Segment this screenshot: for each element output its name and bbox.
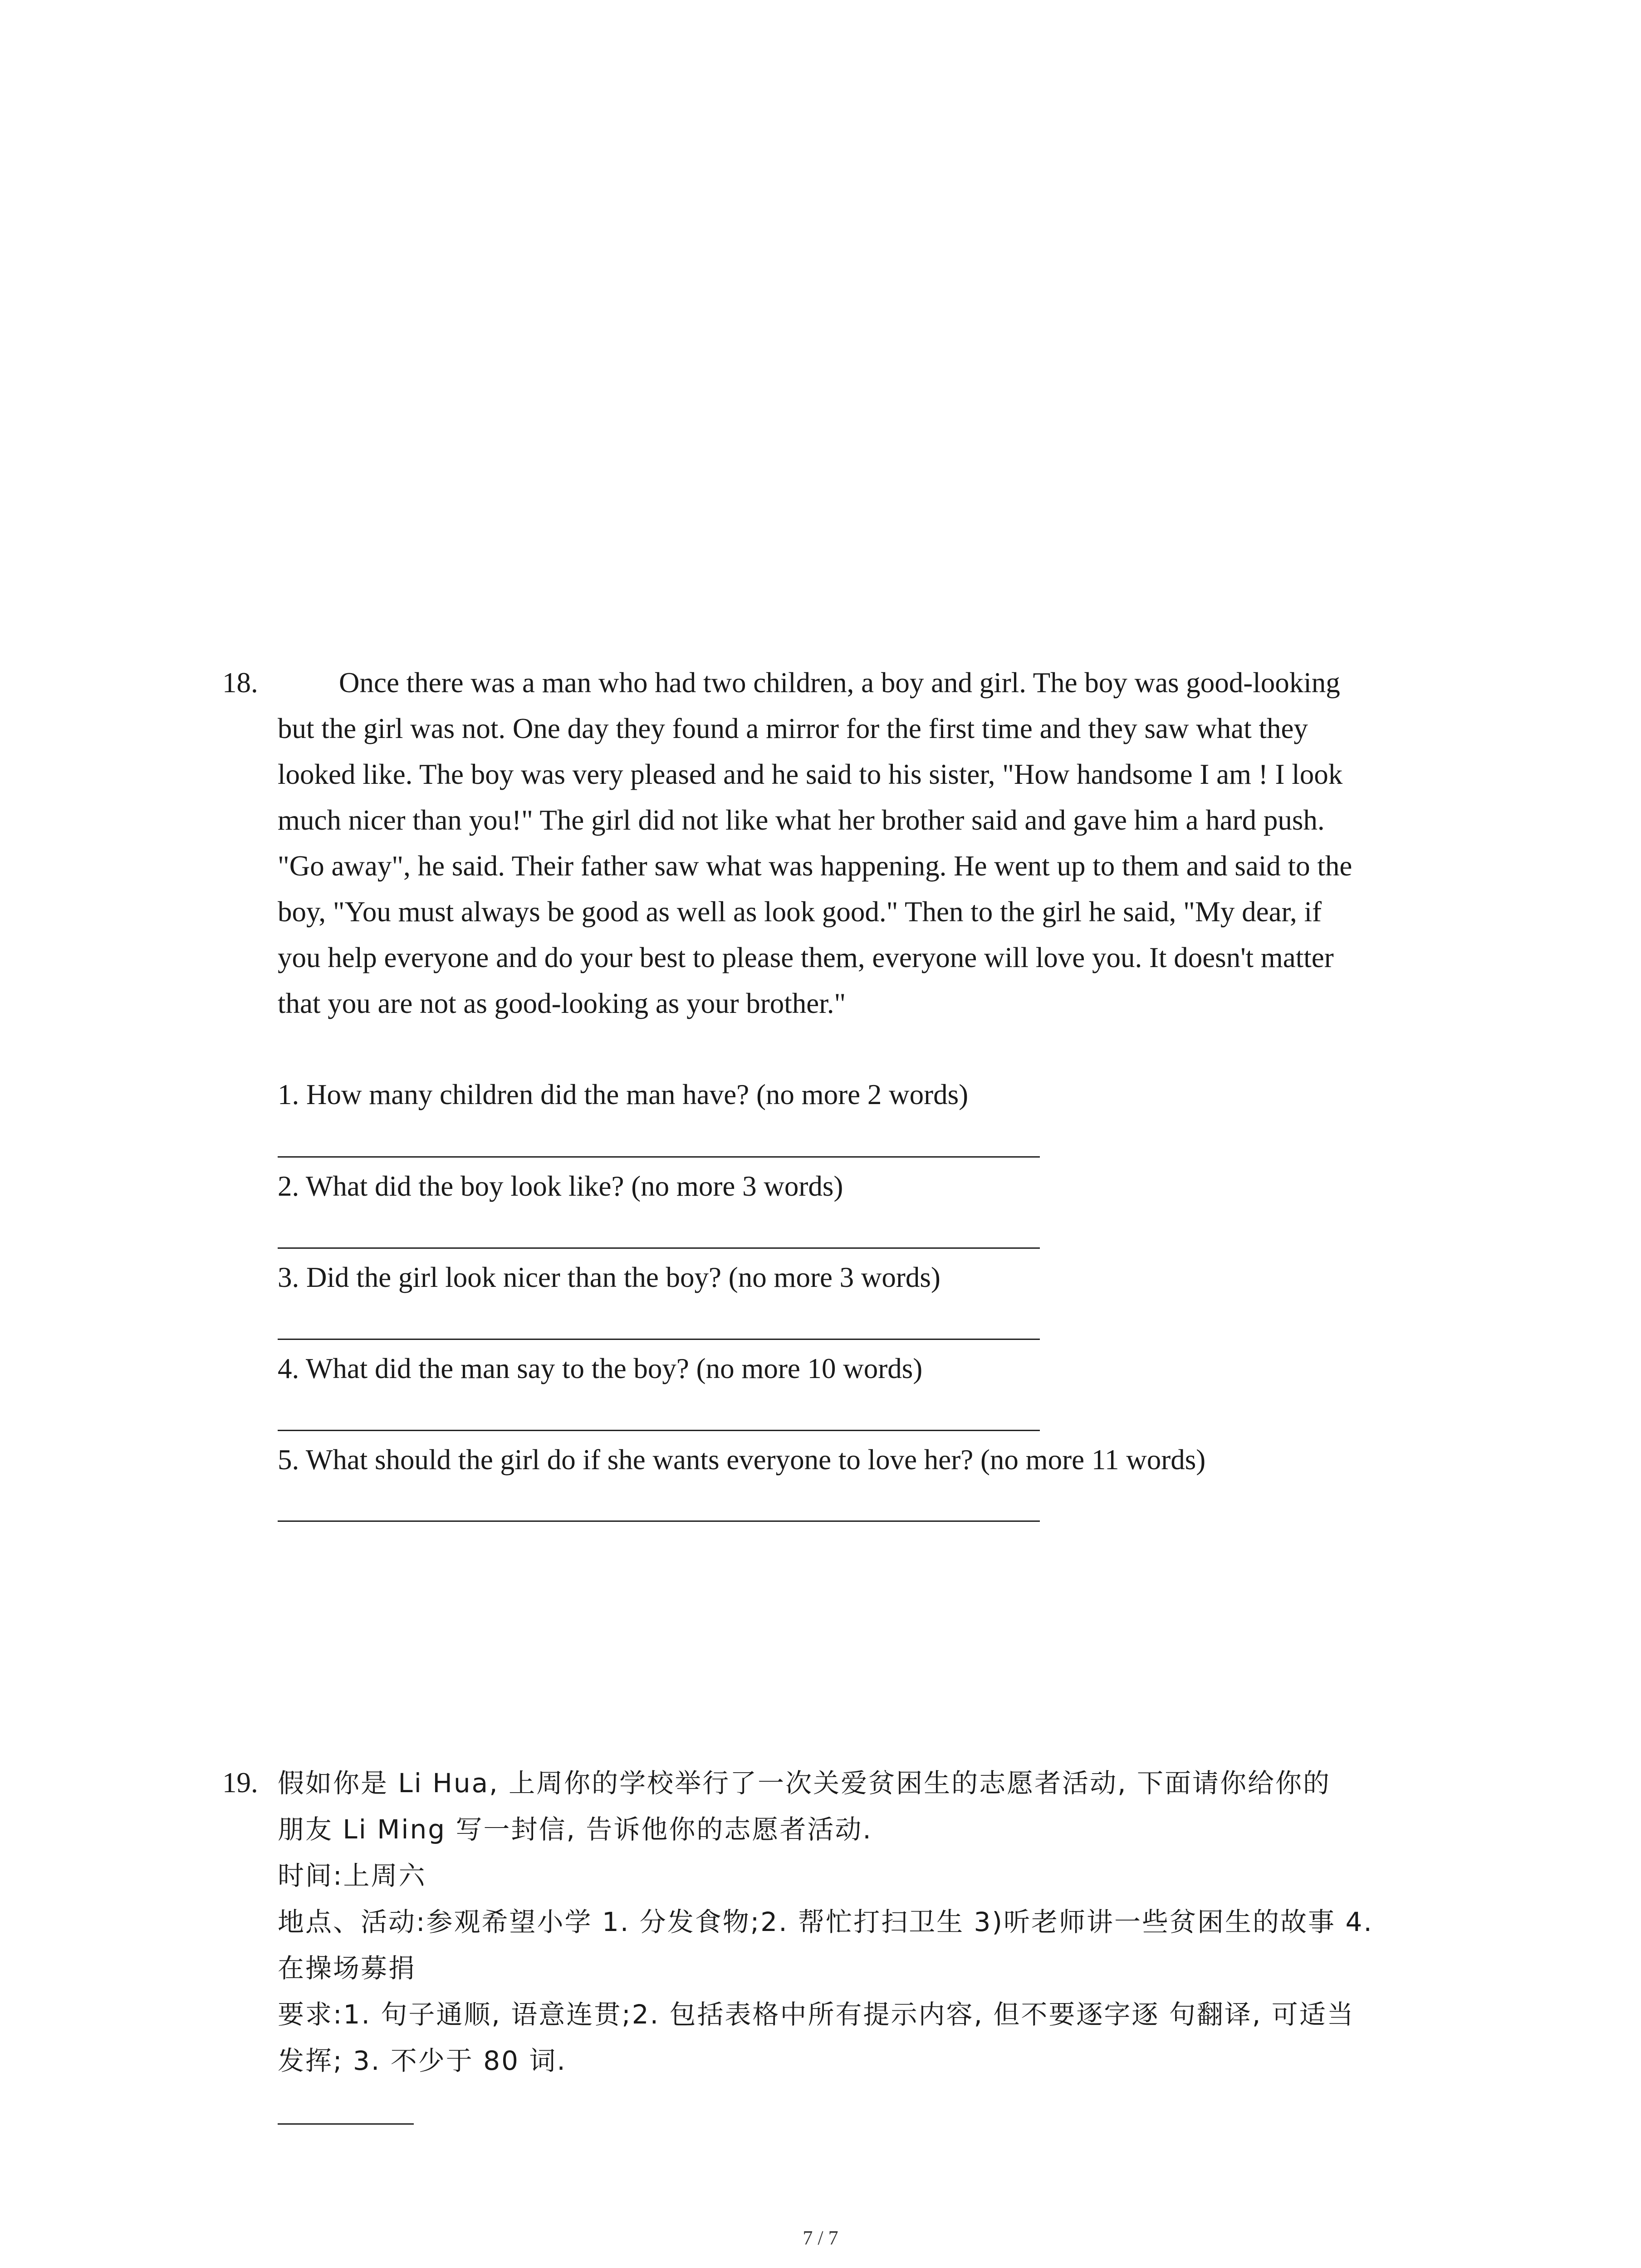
prompt-line: 在操场募捐 <box>278 1953 416 1984</box>
answer-line-3[interactable] <box>278 1339 1040 1340</box>
prompt-line: 朋友 Li Ming 写一封信, 告诉他你的志愿者活动. <box>278 1814 872 1845</box>
passage-line: boy, "You must always be good as well as look good." Then to the girl he said, "My dear, if <box>278 896 1322 928</box>
prompt-line: 要求:1. 句子通顺, 语意连贯;2. 包括表格中所有提示内容, 但不要逐字逐 句翻译, 可适当 <box>278 1999 1355 2030</box>
passage-line: "Go away", he said. Their father saw what was happening. He went up to them and said to the <box>278 850 1352 882</box>
answer-line-essay[interactable] <box>278 2123 414 2125</box>
sub-question-2: 2. What did the boy look like? (no more 3 words) <box>278 1170 843 1202</box>
sub-question-5: 5. What should the girl do if she wants everyone to love her? (no more 11 words) <box>278 1444 1206 1476</box>
prompt-line: 假如你是 Li Hua, 上周你的学校举行了一次关爱贫困生的志愿者活动, 下面请你给你的 <box>278 1768 1331 1799</box>
passage-line: Once there was a man who had two children, a boy and girl. The boy was good-looking <box>339 667 1340 699</box>
prompt-line: 地点、活动:参观希望小学 1. 分发食物;2. 帮忙打扫卫生 3)听老师讲一些贫困生的故事 4. <box>278 1906 1373 1937</box>
passage-line: but the girl was not. One day they found a mirror for the first time and they saw what they <box>278 713 1308 744</box>
question-18-number: 18. <box>222 667 258 699</box>
passage-line: much nicer than you!" The girl did not like what her brother said and gave him a hard push. <box>278 804 1325 836</box>
sub-question-3: 3. Did the girl look nicer than the boy? (no more 3 words) <box>278 1261 941 1293</box>
answer-line-5[interactable] <box>278 1520 1040 1522</box>
passage-line: looked like. The boy was very pleased and he said to his sister, "How handsome I am ! I look <box>278 758 1343 790</box>
question-19-number: 19. <box>222 1767 258 1799</box>
passage-line: that you are not as good-looking as your brother." <box>278 987 846 1019</box>
answer-line-4[interactable] <box>278 1430 1040 1431</box>
answer-line-1[interactable] <box>278 1156 1040 1158</box>
page-indicator: 7 / 7 <box>803 2227 838 2249</box>
prompt-line: 时间:上周六 <box>278 1860 426 1891</box>
sub-question-4: 4. What did the man say to the boy? (no more 10 words) <box>278 1353 923 1384</box>
sub-question-1: 1. How many children did the man have? (no more 2 words) <box>278 1079 969 1110</box>
question-18-passage <box>278 660 1457 1026</box>
passage-line: you help everyone and do your best to please them, everyone will love you. It doesn't matter <box>278 942 1334 973</box>
answer-line-2[interactable] <box>278 1247 1040 1249</box>
prompt-line: 发挥; 3. 不少于 80 词. <box>278 2045 567 2076</box>
question-19-prompt <box>278 1760 1453 2084</box>
